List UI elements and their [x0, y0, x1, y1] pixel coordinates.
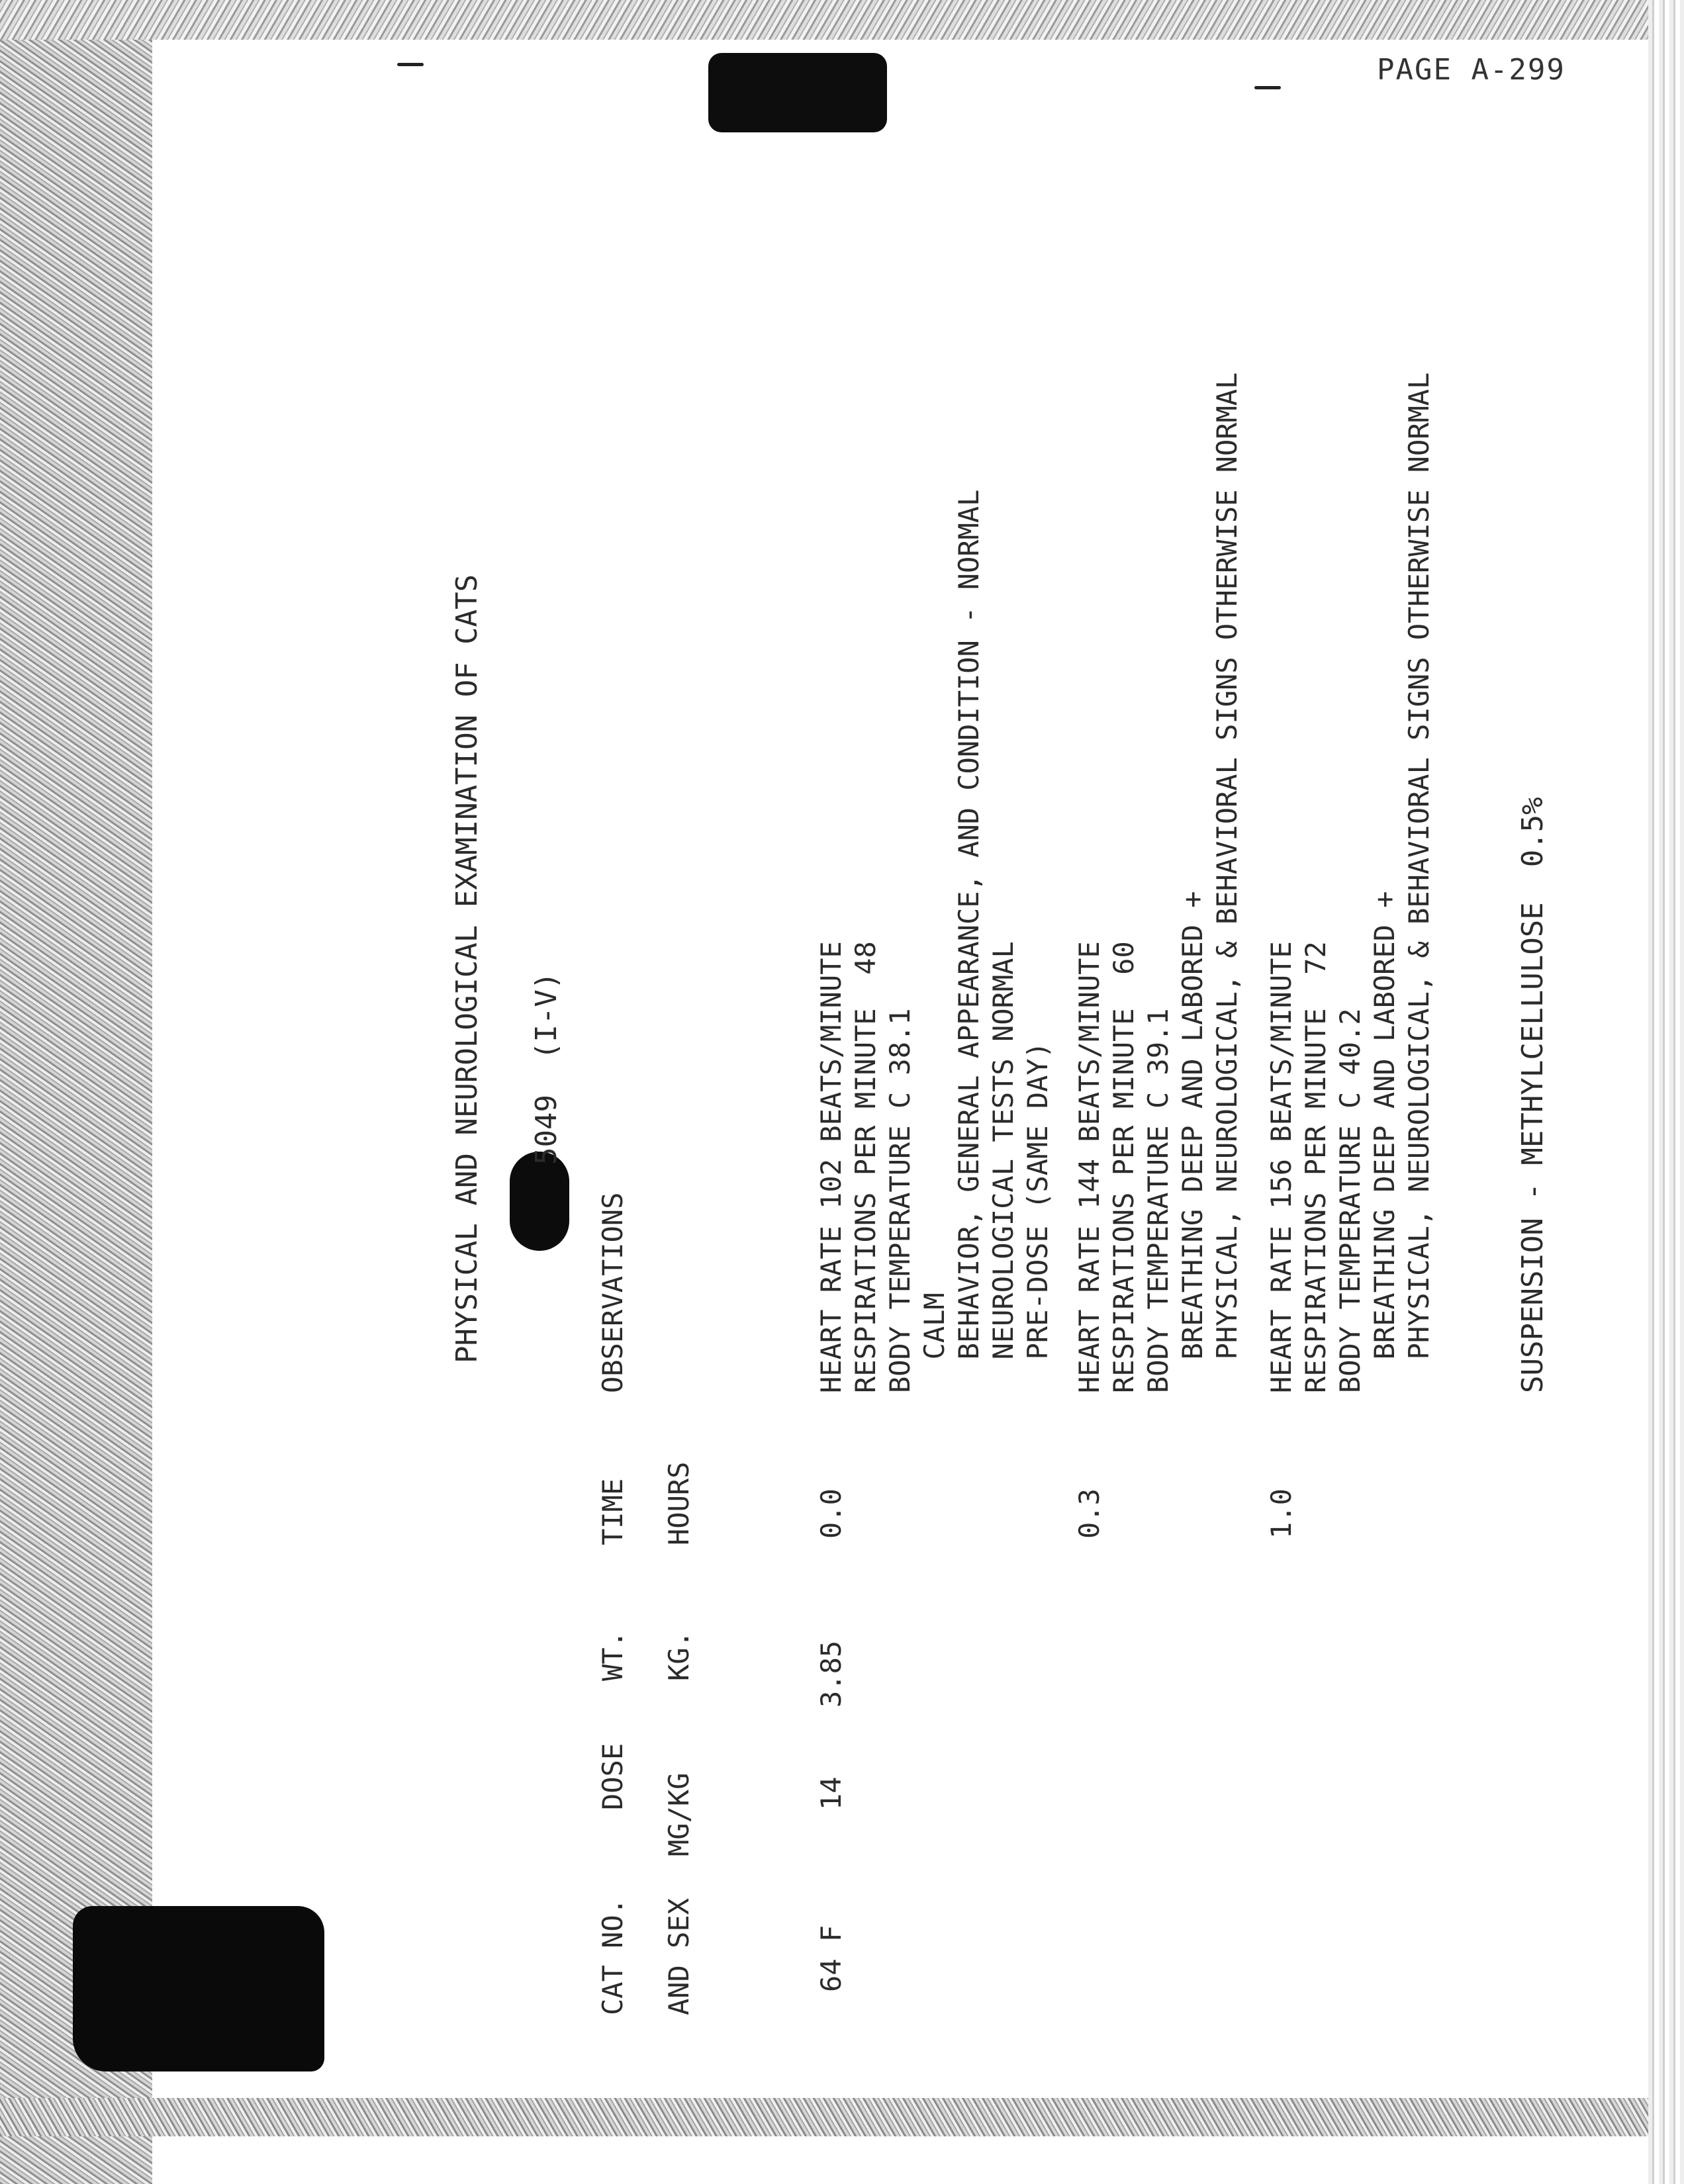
entry-time: 1.0: [1265, 1488, 1297, 1539]
weight-value: 3.85: [815, 1640, 847, 1707]
observation-line: HEART RATE 156 BEATS/MINUTE: [1265, 941, 1297, 1393]
observation-line: PHYSICAL, NEUROLOGICAL, & BEHAVIORAL SIGNS OTHERWISE NORMAL: [1403, 372, 1435, 1393]
header-kg: KG.: [663, 1631, 695, 1681]
header-and-sex: AND SEX: [663, 1897, 695, 2015]
observation-line: NEUROLOGICAL TESTS NORMAL: [987, 941, 1019, 1393]
observation-line: RESPIRATIONS PER MINUTE 60: [1107, 941, 1140, 1393]
header-observations: OBSERVATIONS: [596, 1192, 629, 1393]
stray-mark: [397, 63, 424, 66]
header-wt: WT.: [596, 1631, 629, 1681]
header-dose: DOSE: [596, 1743, 629, 1810]
document-code: 5049 (I-V): [530, 972, 563, 1165]
header-mg-kg: MG/KG: [663, 1772, 695, 1856]
suspension-note: SUSPENSION - METHYLCELLULOSE 0.5%: [1516, 797, 1550, 1393]
header-cat-no: CAT NO.: [596, 1897, 629, 2015]
entry-time: 0.3: [1073, 1488, 1105, 1539]
redaction-blot-bottom: [73, 1906, 324, 2071]
observation-line: BODY TEMPERATURE C 40.2: [1334, 1008, 1366, 1393]
observation-line: BREATHING DEEP AND LABORED +: [1368, 891, 1401, 1393]
page-number: PAGE A-299: [1377, 53, 1566, 87]
observation-line: HEART RATE 144 BEATS/MINUTE: [1073, 941, 1105, 1393]
document-title: PHYSICAL AND NEUROLOGICAL EXAMINATION OF CATS: [450, 574, 484, 1363]
observation-line: RESPIRATIONS PER MINUTE 48: [849, 941, 882, 1393]
scan-edge-right: [1648, 0, 1684, 2184]
observation-line: PRE-DOSE (SAME DAY): [1021, 1041, 1054, 1393]
observation-line: BODY TEMPERATURE C 39.1: [1142, 1008, 1174, 1393]
observation-line: RESPIRATIONS PER MINUTE 72: [1299, 941, 1332, 1393]
scan-edge-left: [0, 0, 152, 2184]
redaction-blot-top: [708, 53, 887, 132]
observation-line: HEART RATE 102 BEATS/MINUTE: [815, 941, 847, 1393]
dose-value: 14: [815, 1776, 847, 1810]
stray-mark: [1254, 86, 1281, 89]
observation-line: CALM: [918, 1293, 951, 1393]
scan-edge-top: [0, 0, 1684, 40]
observation-line: PHYSICAL, NEUROLOGICAL, & BEHAVIORAL SIGNS OTHERWISE NORMAL: [1211, 372, 1243, 1393]
scan-edge-bottom: [0, 2098, 1684, 2136]
redaction-blot-code: [510, 1152, 569, 1251]
entry-time: 0.0: [815, 1488, 847, 1539]
header-time: TIME: [596, 1478, 629, 1545]
observation-line: BODY TEMPERATURE C 38.1: [884, 1008, 916, 1393]
cat-number-sex: 64 F: [815, 1925, 847, 1992]
observation-line: BREATHING DEEP AND LABORED +: [1176, 891, 1209, 1393]
header-hours: HOURS: [663, 1461, 695, 1545]
observation-line: BEHAVIOR, GENERAL APPEARANCE, AND CONDITION - NORMAL: [953, 489, 985, 1393]
